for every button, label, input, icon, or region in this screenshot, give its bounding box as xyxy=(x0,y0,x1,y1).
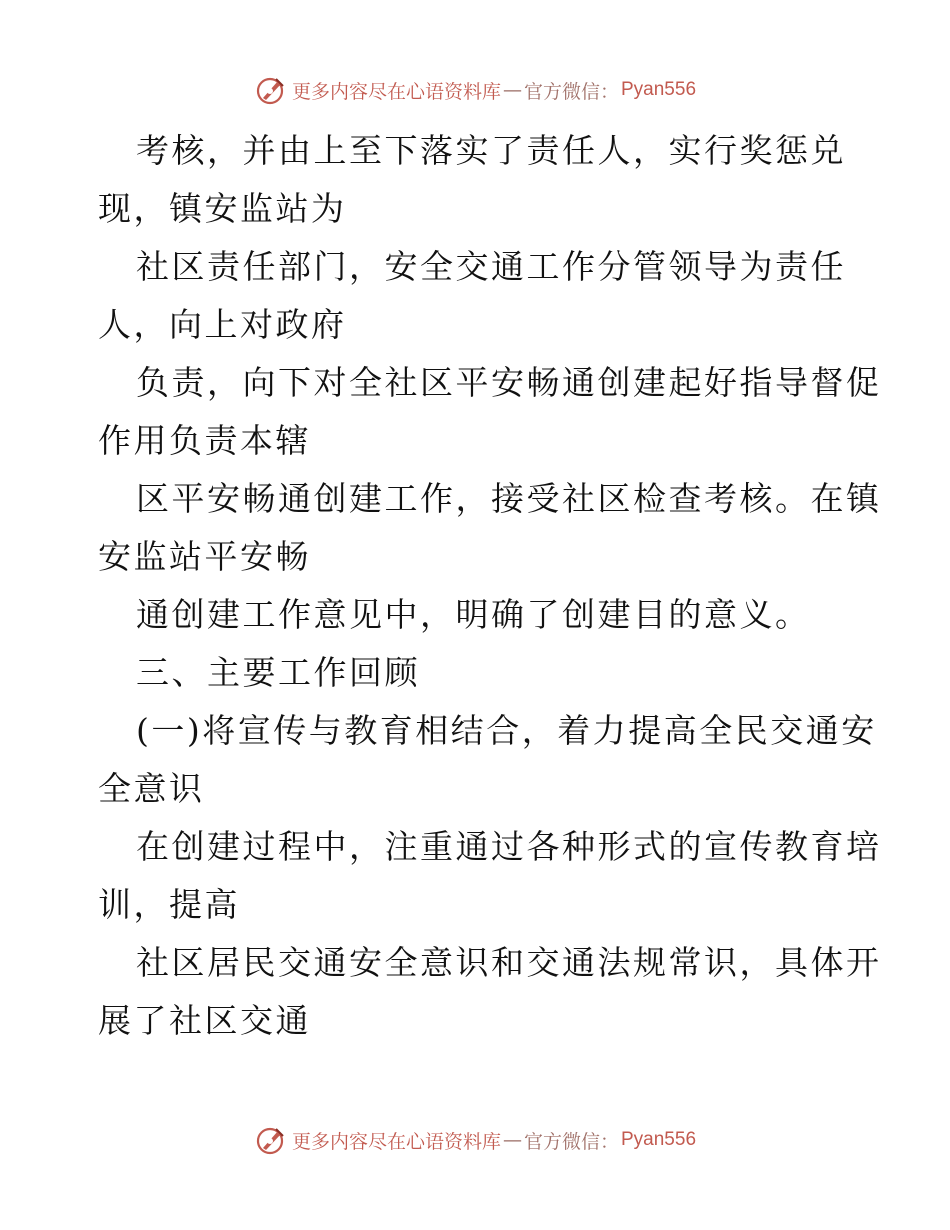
paragraph-line: 安监站平安畅 xyxy=(98,537,311,576)
header-dash: — xyxy=(502,79,522,101)
paragraph-line: 作用负责本辖 xyxy=(98,421,311,460)
header-wechat-label: 官方微信： xyxy=(523,80,619,103)
paragraph-line: 社区责任部门，安全交通工作分管领导为责任 xyxy=(136,247,846,286)
paragraph-line: 考核，并由上至下落实了责任人，实行奖惩兑 xyxy=(136,131,846,170)
paragraph-line: 训，提高 xyxy=(98,885,240,924)
subsection-heading: (一)将宣传与教育相结合，着力提高全民交通安 xyxy=(136,711,877,750)
header-wechat-id: Pyan556 xyxy=(621,79,697,100)
paragraph-line: 社区居民交通安全意识和交通法规常识，具体开 xyxy=(136,943,882,982)
header-brand-text: 更多内容尽在心语资料库 xyxy=(291,80,501,103)
pen-circle-icon xyxy=(254,1123,288,1157)
subsection-heading-cont: 全意识 xyxy=(98,769,205,808)
header-banner xyxy=(0,70,950,110)
pen-circle-icon xyxy=(254,73,288,107)
footer-wechat-label: 官方微信： xyxy=(523,1130,619,1153)
document-body xyxy=(98,122,882,1050)
footer-wechat-id: Pyan556 xyxy=(621,1129,697,1150)
paragraph-line: 区平安畅通创建工作，接受社区检查考核。在镇 xyxy=(136,479,882,518)
paragraph-line: 展了社区交通 xyxy=(98,1001,311,1040)
footer-dash: — xyxy=(502,1129,522,1151)
paragraph-line: 人，向上对政府 xyxy=(98,305,347,344)
footer-banner xyxy=(0,1120,950,1160)
footer-brand-text: 更多内容尽在心语资料库 xyxy=(291,1130,501,1153)
section-heading: 三、主要工作回顾 xyxy=(136,653,420,692)
paragraph-line: 现，镇安监站为 xyxy=(98,189,347,228)
paragraph-line: 在创建过程中，注重通过各种形式的宣传教育培 xyxy=(136,827,882,866)
paragraph-line: 通创建工作意见中，明确了创建目的意义。 xyxy=(136,595,811,634)
paragraph-line: 负责，向下对全社区平安畅通创建起好指导督促 xyxy=(136,363,882,402)
